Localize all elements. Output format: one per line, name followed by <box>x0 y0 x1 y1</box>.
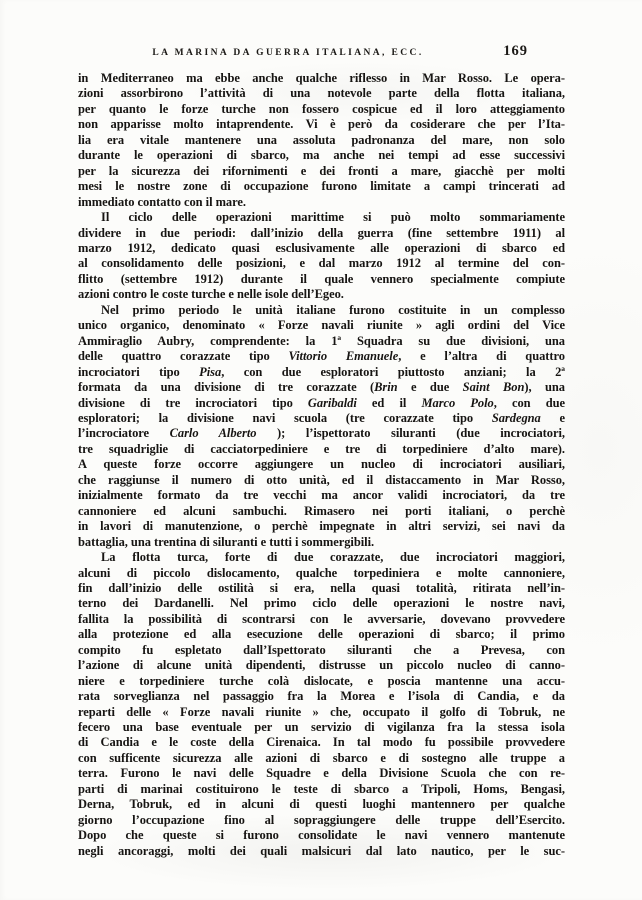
text-line <box>78 102 565 117</box>
text-line <box>78 643 565 658</box>
text-line <box>78 550 565 565</box>
text-run: , con due <box>493 395 565 410</box>
text-run: l’incrociatore <box>78 426 170 441</box>
text-line <box>78 535 565 550</box>
text-line <box>78 844 565 859</box>
text-run: per la sicurezza dei rifornimenti e dei fronti a mare, giacchè per molti <box>78 163 565 178</box>
text-line <box>78 303 565 318</box>
text-line <box>78 349 565 364</box>
text-run: ); l’ispettorato siluranti (due incrociatori, <box>256 426 565 441</box>
text-run: negli ancoraggi, molti dei quali malsicuri dal lato nautico, per le suc- <box>78 843 565 858</box>
text-run: e due <box>397 380 463 395</box>
text-line <box>78 596 565 611</box>
text-line <box>78 735 565 750</box>
text-run: non apparisse molto intaprendente. Vi è però da cosiderare che per l’Ita- <box>78 117 565 132</box>
text-line <box>78 705 565 720</box>
text-run: tre squadriglie di cacciatorpediniere e tre di torpediniere d’alto mare). <box>78 441 565 456</box>
text-line <box>78 411 565 426</box>
text-line <box>78 457 565 472</box>
text-line <box>78 148 565 163</box>
paragraph <box>78 550 565 859</box>
text-line <box>78 71 565 86</box>
text-run: con sufficente sicurezza alle azioni di sbarco e di sostegno alle truppe a <box>78 750 565 765</box>
text-run: formata da una divisione di tre corazzate ( <box>78 380 375 395</box>
text-run: alcuni di piccolo dislocamento, qualche torpediniera e molte cannoniere, <box>78 565 565 580</box>
text-line <box>78 287 565 302</box>
text-run: divisione di tre incrociatori tipo <box>78 395 308 410</box>
text-run: fallita la possibilità di scontrarsi con le avversarie, dovevano provvedere <box>78 611 565 626</box>
text-run: inizialmente formato da tre vecchi ma ancor validi incrociatori, da tre <box>78 488 565 503</box>
running-head-title: LA MARINA DA GUERRA ITALIANA, ECC. <box>152 48 424 58</box>
text-run: terra. Furono le navi delle Squadre e della Divisione Scuola che con re- <box>78 766 565 781</box>
text-run: e <box>540 410 565 425</box>
text-line <box>78 488 565 503</box>
text-run: reparti delle « Forze navali riunite » che, occupato il golfo di Tobruk, ne <box>78 704 565 719</box>
text-line <box>78 133 565 148</box>
text-line <box>78 117 565 132</box>
text-run: che raggiunse il numero di otto unità, ed il distaccamento in Mar Rosso, <box>78 472 565 487</box>
text-line <box>78 195 565 210</box>
text-run: in Mediterraneo ma ebbe anche qualche riflesso in Mar Rosso. Le opera- <box>78 71 565 85</box>
text-run: Marco Polo <box>421 395 494 410</box>
text-run: rata sorveglianza nel passaggio fra la Morea e l’isola di Candia, e da <box>78 689 565 704</box>
text-run: Ammiraglio Aubry, comprendente: la 1ª Squadra su due divisioni, una <box>78 333 565 348</box>
text-line <box>78 365 565 380</box>
text-run: battaglia, una trentina di siluranti e tutti i sommergibili. <box>78 534 375 549</box>
text-line <box>78 86 565 101</box>
text-run: unico organico, denominato « Forze navali riunite » agli ordini del Vice <box>78 318 565 333</box>
text-run: A queste forze occorre aggiungere un nucleo di incrociatori ausiliari, <box>78 457 565 472</box>
paragraph <box>78 210 565 303</box>
text-run: di Candia e le coste della Cirenaica. In tal modo fu possibile provvedere <box>78 735 565 750</box>
text-line <box>78 581 565 596</box>
text-line <box>78 828 565 843</box>
text-run: alla protezione ed alla esecuzione delle operazioni di sbarco; il primo <box>78 627 565 642</box>
text-run: per quanto le forze turche non fossero cospicue ed il loro atteggiamento <box>78 101 565 116</box>
text-line <box>78 813 565 828</box>
text-run: al consolidamento delle posizioni, e dal marzo 1912 al termine del con- <box>78 256 565 271</box>
text-run: parti di marinai costituirono le teste di sbarco a Tripoli, Homs, Bengasi, <box>78 781 565 796</box>
text-line <box>78 179 565 194</box>
page-number: 169 <box>503 43 528 59</box>
text-run: delle quattro corazzate tipo <box>78 349 289 364</box>
text-run: Derna, Tobruk, ed in alcuni di questi luoghi mantennero per qualche <box>78 797 565 812</box>
text-run: , con due esploratori piuttosto anziani; la 2ª <box>221 364 565 379</box>
text-line <box>78 241 565 256</box>
text-line <box>78 674 565 689</box>
text-line <box>78 797 565 812</box>
text-run: ed il <box>356 395 422 410</box>
text-run: dividere in due periodi: dall’inizio della guerra (fine settembre 1911) al <box>78 225 565 240</box>
paragraph <box>78 303 565 550</box>
text-line <box>78 519 565 534</box>
running-head <box>0 43 642 64</box>
text-line <box>78 334 565 349</box>
text-run: niere e torpediniere turche colà dislocate, e poscia mantenne una accu- <box>78 673 565 688</box>
text-run: Pisa <box>199 364 222 379</box>
text-run: marzo 1912, dedicato quasi esclusivamente alle operazioni di sbarco ed <box>78 240 565 255</box>
text-run: durante le operazioni di sbarco, ma anche nei tempi ad esse successivi <box>78 148 565 163</box>
text-run: Dopo che queste si furono consolidate le navi vennero mantenute <box>78 828 565 843</box>
text-run: Carlo Alberto <box>169 426 257 441</box>
text-run: Nel primo periodo le unità italiane furono costituite in un complesso <box>101 302 565 317</box>
text-run: La flotta turca, forte di due corazzate, due incrociatori maggiori, <box>101 550 565 565</box>
text-line <box>78 766 565 781</box>
text-line <box>78 226 565 241</box>
text-run: terno dei Dardanelli. Nel primo ciclo delle operazioni le nostre navi, <box>78 596 565 611</box>
text-line <box>78 782 565 797</box>
text-line <box>78 612 565 627</box>
text-run: giorno l’occupazione fino al sopraggiungere delle truppe dell’Esercito. <box>78 812 565 827</box>
paragraph <box>78 71 565 210</box>
text-run: Vittorio Emanuele <box>288 349 399 364</box>
text-line <box>78 689 565 704</box>
page-text <box>78 71 565 859</box>
text-line <box>78 396 565 411</box>
text-line <box>78 164 565 179</box>
text-run: Garibaldi <box>307 395 357 410</box>
text-run: ), una <box>524 380 565 395</box>
text-line <box>78 426 565 441</box>
text-run: lia era vitale mantenere una assoluta padronanza del mare, non solo <box>78 132 565 147</box>
text-line <box>78 658 565 673</box>
text-line <box>78 566 565 581</box>
text-line <box>78 751 565 766</box>
text-line <box>78 318 565 333</box>
text-run: mesi le nostre zone di occupazione furono limitate a campi trincerati ad <box>78 179 565 194</box>
text-run: Saint Bon <box>462 380 525 395</box>
text-line <box>78 627 565 642</box>
text-run: immediato contatto con il mare. <box>78 194 246 209</box>
text-run: Il ciclo delle operazioni marittime si può molto sommariamente <box>101 210 565 225</box>
text-line <box>78 473 565 488</box>
text-line <box>78 720 565 735</box>
text-run: flitto (settembre 1912) durante il quale vennero specialmente compiute <box>78 271 565 286</box>
text-run: Brin <box>374 380 398 395</box>
text-run: fecero una base eventuale per un servizio di vigilanza fra la stessa isola <box>78 720 565 735</box>
text-line <box>78 210 565 225</box>
text-run: zioni assorbirono l’attività di una notevole parte della flotta italiana, <box>78 86 565 101</box>
text-run: in lavori di manutenzione, o perchè impegnate in altri servizi, sei navi da <box>78 519 565 534</box>
text-line <box>78 442 565 457</box>
text-run: , e l’altra di quattro <box>398 349 566 364</box>
text-line <box>78 380 565 395</box>
text-line <box>78 504 565 519</box>
text-line <box>78 256 565 271</box>
text-run: l’azione di alcune unità dipendenti, distrusse un piccolo nucleo di canno- <box>78 658 565 673</box>
text-run: fin dall’inizio delle ostilità si era, nella quasi totalità, ritirata nell’in- <box>78 580 565 595</box>
text-run: compito fu espletato dall’Ispettorato siluranti che a Prevesa, con <box>78 642 565 657</box>
text-run: cannoniere ed alcuni sambuchi. Rimasero nei porti italiani, o perchè <box>78 503 565 518</box>
text-line <box>78 272 565 287</box>
text-run: esploratori; la divisione navi scuola (tre corazzate tipo <box>78 410 492 425</box>
text-run: Sardegna <box>491 410 541 425</box>
text-run: azioni contro le coste turche e nelle isole dell’Egeo. <box>78 287 344 302</box>
text-run: incrociatori tipo <box>78 364 200 379</box>
